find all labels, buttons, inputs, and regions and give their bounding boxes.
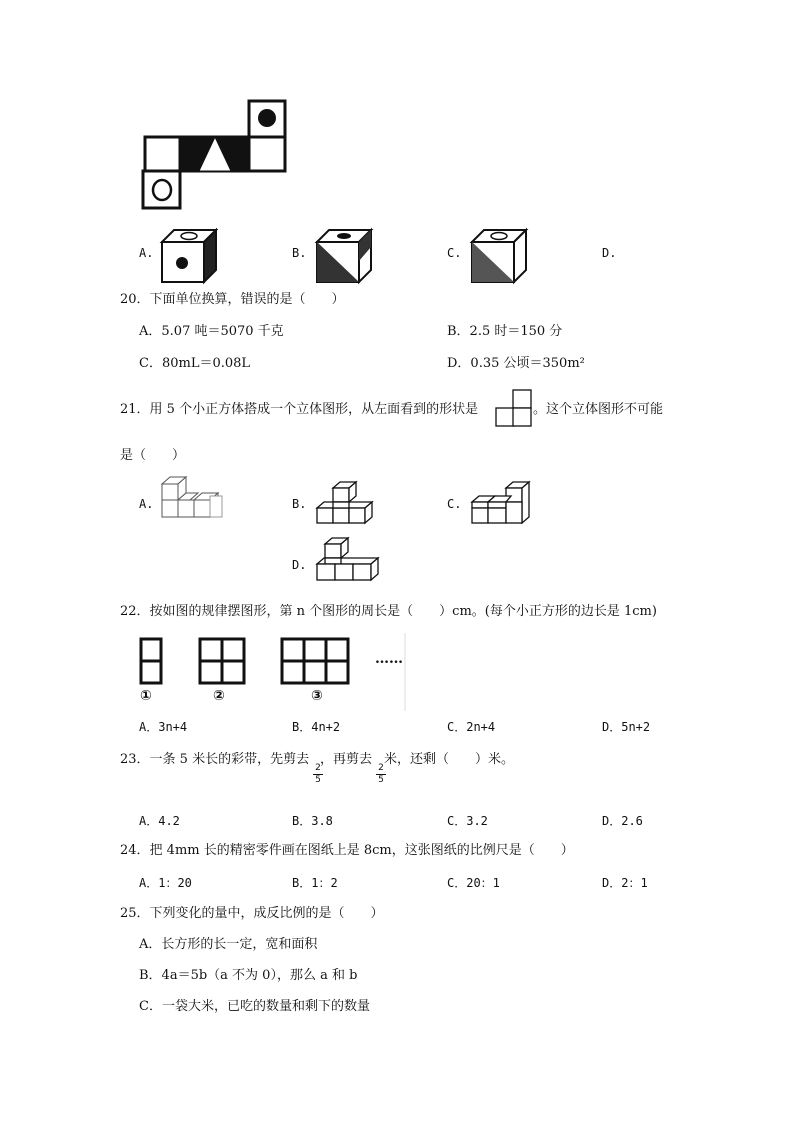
- q19-option-d-label[interactable]: D.: [602, 246, 617, 260]
- q23-fraction-2-numerator: 2: [378, 763, 384, 773]
- q20-option-c[interactable]: C．80mL＝0.08L: [139, 356, 251, 371]
- q22-ellipsis: ……: [375, 651, 403, 667]
- q22-figure-label-3: ③: [311, 688, 323, 704]
- q20-option-b[interactable]: B．2.5 时＝150 分: [447, 324, 563, 339]
- q22-option-d[interactable]: D．5n+2: [602, 720, 651, 734]
- q21-left-view-icon: [495, 389, 535, 429]
- q19-option-b-cube[interactable]: [315, 227, 375, 287]
- q23-fraction-2: [376, 764, 386, 785]
- q23-stem-part3: 米，还剩（ ）米。: [384, 752, 515, 767]
- q23-fraction-1: [313, 764, 323, 785]
- q22-option-c[interactable]: C．2n+4: [447, 720, 496, 734]
- q24-option-a[interactable]: A．1：20: [139, 876, 192, 890]
- q21-stem-part2: 。这个立体图形不可能: [533, 402, 664, 417]
- q21-option-b-figure[interactable]: [315, 480, 387, 528]
- q19-option-b-label[interactable]: B.: [292, 246, 307, 260]
- q20-option-d[interactable]: D．0.35 公顷＝350m²: [447, 356, 585, 371]
- q20-option-a[interactable]: A．5.07 吨＝5070 千克: [139, 324, 284, 339]
- q25-option-a[interactable]: A．长方形的长一定，宽和面积: [139, 937, 318, 952]
- q21-stem-part1: 21．用 5 个小正方体搭成一个立体图形，从左面看到的形状是: [120, 402, 479, 417]
- q22-figure-label-1: ①: [140, 688, 152, 704]
- q23-option-b[interactable]: B．3.8: [292, 814, 333, 828]
- q23-fraction-2-denominator: 5: [378, 775, 384, 785]
- q20-stem: 20．下面单位换算，错误的是（ ）: [120, 292, 345, 307]
- q19-option-a-cube[interactable]: [160, 227, 220, 287]
- q24-stem: 24．把 4mm 长的精密零件画在图纸上是 8cm，这张图纸的比例尺是（ ）: [120, 843, 574, 858]
- q24-option-b[interactable]: B．1：2: [292, 876, 338, 890]
- q23-fraction-1-numerator: 2: [315, 763, 321, 773]
- q22-figure-label-2: ②: [213, 688, 225, 704]
- q23-fraction-1-denominator: 5: [315, 775, 321, 785]
- q22-option-a[interactable]: A．3n+4: [139, 720, 188, 734]
- q23-stem-part2: ，再剪去: [320, 752, 373, 767]
- q22-stem: 22．按如图的规律摆图形，第 n 个图形的周长是（ ）cm。(每个小正方形的边长是 1cm): [120, 604, 657, 619]
- q21-stem-part3: 是（ ）: [120, 448, 186, 463]
- q24-option-d[interactable]: D．2：1: [602, 876, 648, 890]
- q24-option-c[interactable]: C．20：1: [447, 876, 500, 890]
- q21-option-b-label[interactable]: B.: [292, 497, 307, 511]
- q25-option-b[interactable]: B．4a＝5b（a 不为 0），那么 a 和 b: [139, 968, 358, 983]
- q25-stem: 25．下列变化的量中，成反比例的是（ ）: [120, 906, 384, 921]
- q19-option-c-cube[interactable]: [470, 227, 530, 287]
- q23-option-c[interactable]: C．3.2: [447, 814, 488, 828]
- q21-option-a-figure[interactable]: [158, 474, 230, 528]
- q19-option-a-label[interactable]: A.: [139, 246, 154, 260]
- q21-option-d-label[interactable]: D.: [292, 558, 307, 572]
- q23-stem-part1: 23．一条 5 米长的彩带，先剪去: [120, 752, 310, 767]
- q23-option-d[interactable]: D．2.6: [602, 814, 643, 828]
- q21-option-c-figure[interactable]: [470, 480, 542, 528]
- q19-option-c-label[interactable]: C.: [447, 246, 462, 260]
- q21-option-a-label[interactable]: A.: [139, 497, 154, 511]
- q22-pattern-figure: [135, 633, 435, 713]
- q21-option-d-figure[interactable]: [315, 536, 387, 592]
- q21-option-c-label[interactable]: C.: [447, 497, 462, 511]
- q25-option-c[interactable]: C．一袋大米，已吃的数量和剩下的数量: [139, 999, 370, 1014]
- q23-option-a[interactable]: A．4.2: [139, 814, 180, 828]
- q22-option-b[interactable]: B．4n+2: [292, 720, 341, 734]
